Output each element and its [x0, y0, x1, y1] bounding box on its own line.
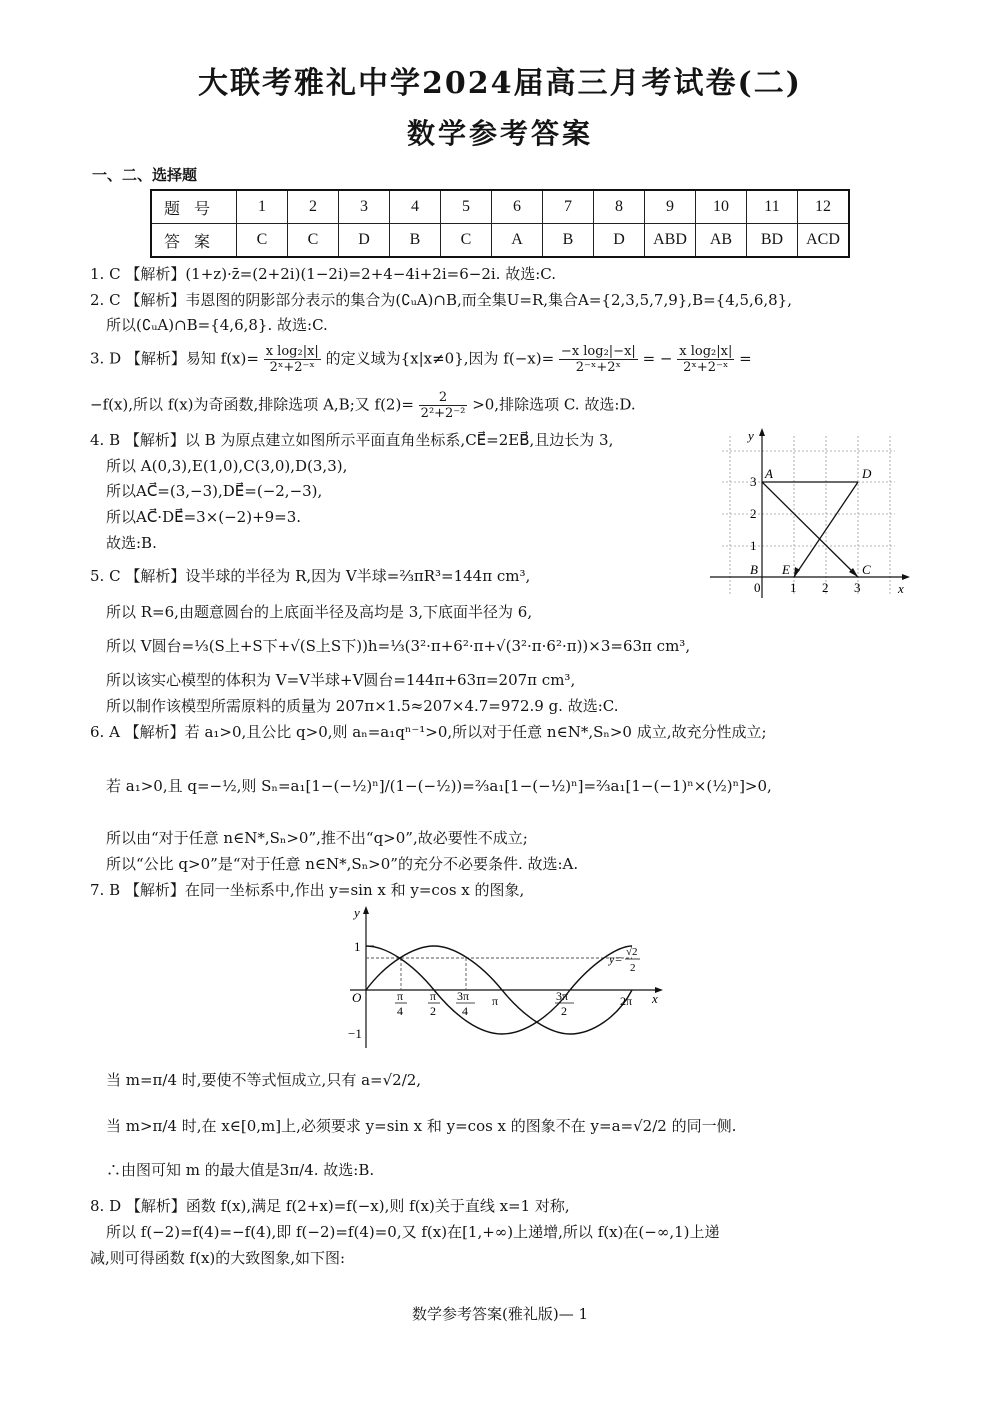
- table-cell: C: [288, 224, 339, 258]
- fraction: [559, 344, 638, 375]
- tick-label: 2: [750, 506, 757, 521]
- solution-line-q5: 所以 R=6,由题意圆台的上底面半径及高均是 3,下底面半径为 6,: [106, 603, 533, 621]
- table-cell: 10: [696, 190, 747, 224]
- solution-line-q6: 6. A 【解析】若 a₁>0,且公比 q>0,则 aₙ=a₁qⁿ⁻¹>0,所以对于任意 n∈N*,Sₙ>0 成立,故充分性成立;: [90, 723, 767, 741]
- numerator: x log₂|x|: [265, 344, 319, 359]
- fraction: [677, 344, 734, 375]
- solution-line-q8: 所以 f(−2)=f(4)=−f(4),即 f(−2)=f(4)=0,又 f(x)在[1,+∞)上递增,所以 f(x)在(−∞,1)上递: [106, 1223, 720, 1241]
- table-cell: D: [339, 224, 390, 258]
- tick-label: π: [492, 994, 499, 1008]
- origin-label: 0: [754, 580, 761, 595]
- answer-table: [150, 189, 850, 258]
- line-label: y=: [609, 952, 623, 966]
- tick-label: 2π: [620, 994, 633, 1008]
- table-cell: ABD: [645, 224, 696, 258]
- table-cell: AB: [696, 224, 747, 258]
- row-header-number: 题号: [151, 190, 237, 224]
- table-cell: 11: [747, 190, 798, 224]
- solution-line-q5: 所以该实心模型的体积为 V=V半球+V圆台=144π+63π=207π cm³,: [106, 671, 576, 689]
- solution-line-q4: 所以 A(0,3),E(1,0),C(3,0),D(3,3),: [106, 457, 348, 475]
- solution-line-q3: [90, 344, 752, 375]
- tick-label: 4: [462, 1004, 468, 1018]
- tick-label: 4: [397, 1004, 403, 1018]
- tick-label: 1: [750, 538, 757, 553]
- solution-line-q8: 8. D 【解析】函数 f(x),满足 f(2+x)=f(−x),则 f(x)关于直线 x=1 对称,: [90, 1197, 570, 1215]
- line-label: 2: [630, 962, 636, 974]
- page-title: 大联考雅礼中学2024届高三月考试卷(二): [198, 66, 802, 101]
- table-cell: 8: [594, 190, 645, 224]
- tick-label: 3π: [556, 989, 569, 1003]
- table-cell: C: [237, 224, 288, 258]
- axis-label-x: x: [652, 991, 658, 1006]
- denominator: 2ˣ+2⁻ˣ: [683, 360, 729, 375]
- text-run: = −: [642, 349, 673, 368]
- row-header-answer: 答案: [151, 224, 237, 258]
- table-cell: ACD: [798, 224, 850, 258]
- solution-line-q5: 5. C 【解析】设半球的半径为 R,因为 V半球=⅔πR³=144π cm³,: [90, 567, 531, 585]
- text-run: >0,排除选项 C. 故选:D.: [472, 395, 636, 414]
- text-run: −f(x),所以 f(x)为奇函数,排除选项 A,B;又 f(2)=: [90, 395, 414, 414]
- denominator: 2²+2⁻²: [420, 406, 466, 421]
- numerator: 2: [419, 390, 468, 406]
- solution-line-q8: 减,则可得函数 f(x)的大致图象,如下图:: [90, 1249, 346, 1267]
- point-label-b: B: [750, 562, 758, 577]
- table-cell: B: [390, 224, 441, 258]
- solution-line-q1: 1. C 【解析】(1+z)·z̄=(2+2i)(1−2i)=2+4−4i+2i=6−2i. 故选:C.: [90, 265, 556, 283]
- table-cell: D: [594, 224, 645, 258]
- section-heading: 一、二、选择题: [92, 166, 198, 184]
- solution-line-q5: 所以 V圆台=⅓(S上+S下+√(S上S下))h=⅓(3²·π+6²·π+√(3²·π·6²·π))×3=63π cm³,: [106, 637, 691, 655]
- solution-line-q7: 当 m=π/4 时,要使不等式恒成立,只有 a=√2/2,: [106, 1071, 422, 1089]
- solution-line-q2: 所以(∁ᵤA)∩B={4,6,8}. 故选:C.: [106, 316, 328, 334]
- solution-line-q6: 所以“公比 q>0”是“对于任意 n∈N*,Sₙ>0”的充分不必要条件. 故选:A.: [106, 855, 579, 873]
- numerator: −x log₂|−x|: [560, 344, 636, 359]
- solution-line-q7: 当 m>π/4 时,在 x∈[0,m]上,必须要求 y=sin x 和 y=cos x 的图象不在 y=a=√2/2 的同一侧.: [106, 1117, 737, 1135]
- axis-label-x: x: [898, 581, 904, 596]
- tick-label: π: [430, 989, 437, 1003]
- table-cell: 1: [237, 190, 288, 224]
- tick-label: 3π: [457, 989, 470, 1003]
- numerator: x log₂|x|: [679, 344, 733, 359]
- table-cell: 7: [543, 190, 594, 224]
- fraction: [264, 344, 321, 375]
- point-label-e: E: [782, 562, 790, 577]
- axis-label-y: y: [354, 905, 360, 920]
- page-subtitle: 数学参考答案: [406, 117, 593, 150]
- answer-row: [151, 224, 849, 258]
- table-cell: 5: [441, 190, 492, 224]
- denominator: 2ˣ+2⁻ˣ: [269, 360, 315, 375]
- axis-label-y: y: [748, 428, 754, 443]
- figure-q4-grid: [700, 426, 915, 598]
- point-label-c: C: [862, 562, 871, 577]
- tick-label: −1: [348, 1026, 362, 1041]
- solution-line-q7: 7. B 【解析】在同一坐标系中,作出 y=sin x 和 y=cos x 的图象,: [90, 881, 525, 899]
- table-cell: 3: [339, 190, 390, 224]
- origin-label: O: [352, 990, 362, 1005]
- solution-line-q2: 2. C 【解析】韦恩图的阴影部分表示的集合为(∁ᵤA)∩B,而全集U=R,集合A={2,3,5,7,9},B={4,5,6,8},: [90, 291, 792, 309]
- tick-label: π: [397, 989, 404, 1003]
- table-cell: 2: [288, 190, 339, 224]
- solution-line-q6: 所以由“对于任意 n∈N*,Sₙ>0”,推不出“q>0”,故必要性不成立;: [106, 829, 528, 847]
- table-cell: B: [543, 224, 594, 258]
- tick-label: 1: [354, 939, 361, 954]
- solution-line-q3: [90, 390, 636, 421]
- tick-label: 3: [854, 580, 861, 595]
- text-run: 的定义域为{x|x≠0},因为 f(−x)=: [325, 349, 555, 368]
- point-label-a: A: [765, 466, 773, 481]
- page-footer: 数学参考答案(雅礼版)— 1: [411, 1305, 589, 1323]
- table-cell: 9: [645, 190, 696, 224]
- table-cell: A: [492, 224, 543, 258]
- table-cell: 6: [492, 190, 543, 224]
- fraction: [419, 390, 468, 421]
- solution-line-q6: 若 a₁>0,且 q=−½,则 Sₙ=a₁[1−(−½)ⁿ]/(1−(−½))=⅔a₁[1−(−½)ⁿ]=⅔a₁[1−(−1)ⁿ×(½)ⁿ]>0,: [106, 777, 772, 795]
- tick-label: 1: [790, 580, 797, 595]
- text-run: 3. D 【解析】易知 f(x)=: [90, 349, 259, 368]
- tick-label: 2: [430, 1004, 436, 1018]
- text-run: =: [739, 349, 752, 368]
- solution-line-q4: 所以AC⃗·DE⃗=3×(−2)+9=3.: [106, 508, 302, 526]
- solution-line-q4: 故选:B.: [106, 534, 157, 552]
- table-cell: BD: [747, 224, 798, 258]
- line-label: √2: [626, 946, 638, 958]
- figure-q7-sin-cos: [330, 903, 670, 1053]
- point-label-d: D: [862, 466, 872, 481]
- tick-label: 2: [822, 580, 829, 595]
- table-cell: C: [441, 224, 492, 258]
- denominator: 2⁻ˣ+2ˣ: [575, 360, 622, 375]
- table-cell: 12: [798, 190, 850, 224]
- solution-line-q4: 所以AC⃗=(3,−3),DE⃗=(−2,−3),: [106, 482, 323, 500]
- solution-line-q4: 4. B 【解析】以 B 为原点建立如图所示平面直角坐标系,CE⃗=2EB⃗,且边长为 3,: [90, 431, 614, 449]
- number-row: [151, 190, 849, 224]
- solution-line-q7: ∴由图可知 m 的最大值是3π/4. 故选:B.: [106, 1161, 375, 1179]
- table-cell: 4: [390, 190, 441, 224]
- solution-line-q5: 所以制作该模型所需原料的质量为 207π×1.5≈207×4.7=972.9 g. 故选:C.: [106, 697, 619, 715]
- tick-label: 2: [561, 1004, 567, 1018]
- tick-label: 3: [750, 474, 757, 489]
